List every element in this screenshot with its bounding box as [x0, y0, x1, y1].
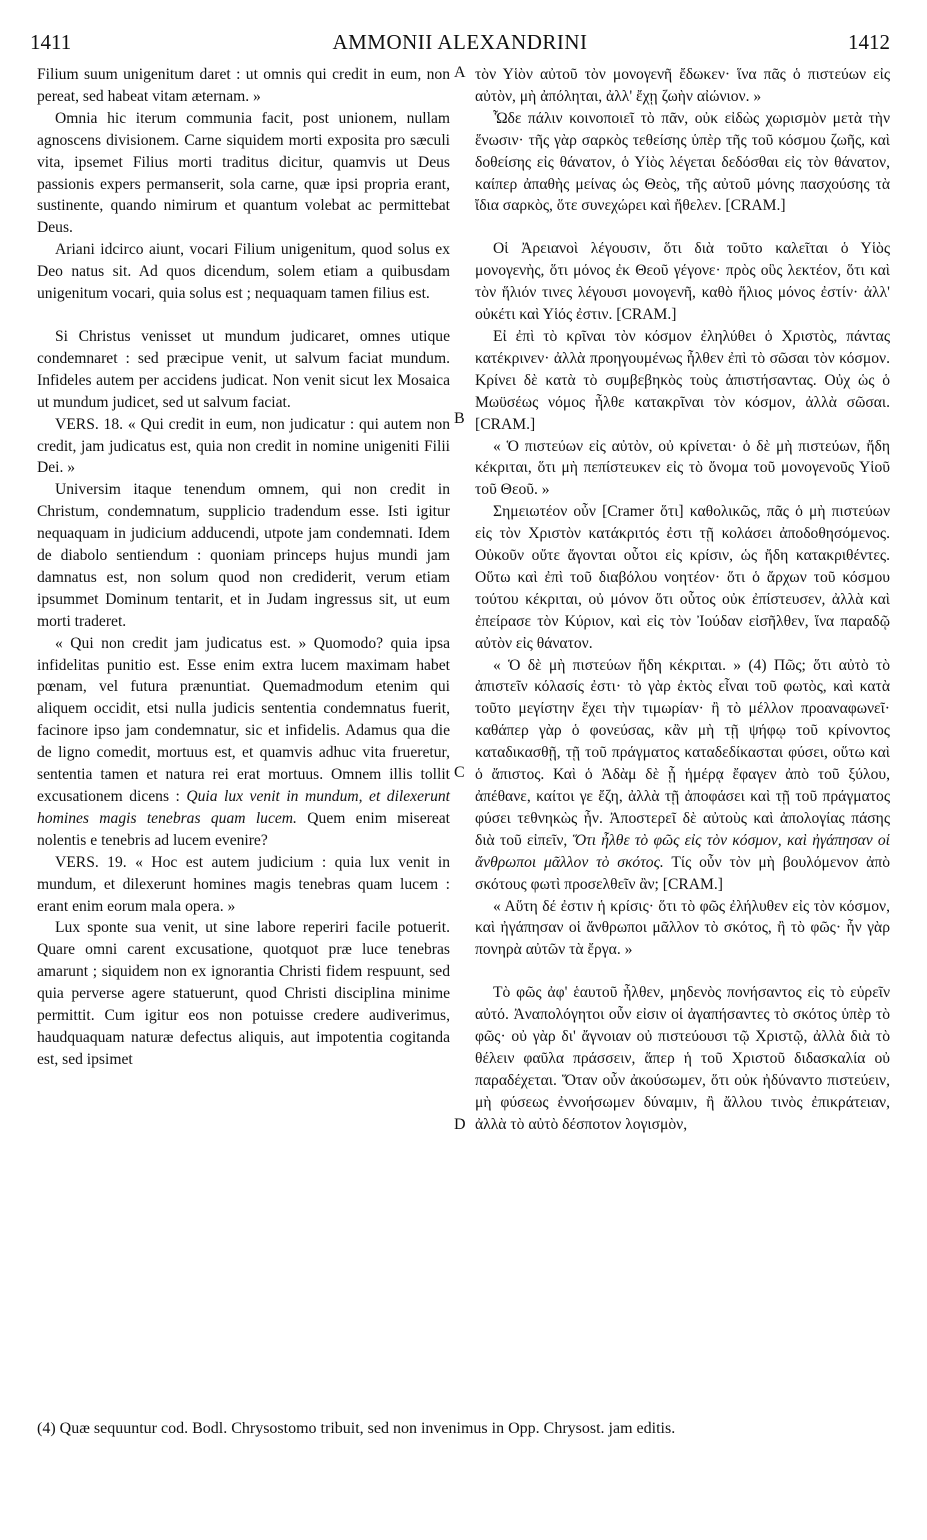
greek-verse-19: « Αὕτη δέ ἐστιν ἡ κρίσις· ὅτι τὸ φῶς ἐλήλυθεν εἰς τὸν κόσμον, καὶ ἠγάπησαν οἱ ἄνθρωποι μᾶλλον τὸ σκότος, ἢ τὸ φῶς· ἦν γὰρ πονηρὰ αὐτῶν τὰ ἔργα. » [475, 897, 890, 959]
latin-text-7b: Quem enim misereat nolentis e tenebris ad lucem evenire? [37, 809, 450, 849]
greek-text-7a: « Ὁ δὲ μὴ πιστεύων ἤδη κέκριται. » (4) Πῶς; ὅτι αὐτὸ τὸ ἀπιστεῖν κόλασίς ἐστι· τὸ γὰρ ἐκτὸς εἶναι τοῦ φωτὸς, καὶ κατὰ τοῦτο μεγίστην ἔχει τὴν τιμωρίαν· ἢ τὸ μέλλον προαναφωνεῖ· καθάπερ γὰρ ὁ φονεύσας, κἂν μὴ τῇ ψήφῳ τοῦ κρίνοντος καταδικασθῇ, τῇ τοῦ πράγματος καταδεδίκασται φύσει, οὕτω καὶ ὁ ἄπιστος. Καὶ ὁ Ἀδὰμ δὲ ᾗ ἡμέρᾳ ἔφαγεν ἀπὸ τοῦ ξύλου, ἀπέθανε, καίτοι γε ἔζη, ἀλλὰ τῇ ἀποφάσει καὶ τῇ τοῦ πράγματος φύσει τεθνηκὼς ἦν. Ἀποστερεῖ δὲ αὐτοὺς καὶ ἀπολογίας πάσης διὰ τοῦ εἰπεῖν, [475, 656, 890, 849]
latin-paragraph-6: Universim itaque tenendum omnem, qui non credit in Christum, condemnatum, supplicio tradendum esse. Isti igitur nequaquam in judicium adducendi, utpote jam condemnati. Idem de diabolo sentiendum : quoniam princeps hujus mundi jam damnatus est, non solum quod non crediderit, verum etiam ipsummet Dominum tentarit, et in Judam ingressus sit, ut eum morti traderet. [37, 481, 450, 630]
latin-paragraph-4: Si Christus venisset ut mundum judicaret, omnes utique condemnaret : sed præcipue venit, ut salvum faciat mundum. Infideles autem per accidens judicat. Non venit sicut lex Mosaica ut mundum judicet, sed ut salvum faciat. [37, 327, 450, 411]
latin-text-7a: « Qui non credit jam judicatus est. » Quomodo? quia ipsa infidelitas punitio est. Esse enim extra lucem maximam habet pœnam, vel futura prænuntiat. Quemadmodum etenim qui aliquem occidit, etsi nulla judicis sententia condemnatus fuerit, facinore ipso jam condemnatur, sic et infidelis. Adamus qua die de ligno comedit, mortuus est, et quamvis adhuc vita frueretur, sententia tamen et natura rei erat mortuus. Omnem illis tollit excusationem dicens : [37, 634, 450, 805]
greek-paragraph-1: τὸν Υἱὸν αὐτοῦ τὸν μονογενῆ ἔδωκεν· ἵνα πᾶς ὁ πιστεύων εἰς αὐτὸν, μὴ ἀπόληται, ἀλλ' ἔχῃ ζωὴν αἰώνιον. » [475, 66, 890, 105]
latin-paragraph-1: Filium suum unigenitum daret : ut omnis qui credit in eum, non pereat, sed habeat vitam æternam. » [37, 66, 450, 105]
greek-paragraph-3: Οἱ Ἀρειανοὶ λέγουσιν, ὅτι διὰ τοῦτο καλεῖται ὁ Υἱὸς μονογενὴς, ὅτι μόνος ἐκ Θεοῦ γέγονε· πρὸς οὓς λεκτέον, ὅτι καὶ τὸν ἥλιόν τινες λέγουσι μονογενῆ, καθὸ ἥλιος μόνος ἐστίν· ἀλλ' οὐκέτι καὶ Υἱός ἐστιν. [CRAM.] [475, 240, 890, 324]
greek-paragraph-6: Σημειωτέον οὖν [Cramer ὅτι] καθολικῶς, πᾶς ὁ μὴ πιστεύων εἰς τὸν Χριστὸν κατάκριτός ἐστι τῇ κολάσει ἀποδοθησόμενος. Οὐκοῦν οὔτε ἄγονται οὗτοι εἰς κρίσιν, ὡς ἤδη κατακριθέντες. Οὕτω καὶ ἐπὶ τοῦ διαβόλου νοητέον· ὅτι ὁ ἄρχων τοῦ κόσμου τούτου κέκριται, οὐ μόνον ὅτι οὗτος οὐκ ἐπίστευσεν, ἀλλὰ καὶ ἐπείρασε τὸν Κύριον, καὶ εἰς τὸν Ἰούδαν εἰσῆλθεν, ἵνα παραδῷ αὐτὸν εἰς θάνατον. [475, 503, 890, 652]
greek-paragraph-10: Τὸ φῶς ἀφ' ἑαυτοῦ ἦλθεν, μηδενὸς πονήσαντος εἰς τὸ εὑρεῖν αὐτό. Ἀναπολόγητοι οὖν εἰσιν οἱ ἀγαπήσαντες τὸ σκότος ὑπὲρ τὸ φῶς· οὐ γὰρ δι' ἄγνοιαν οὐ πιστεύουσι τῷ Χριστῷ, ἀλλὰ διὰ τὸ θέλειν φαῦλα πράσσειν, ἅπερ ἡ τοῦ Χριστοῦ διδασκαλία οὐ παραδέχεται. Ὅταν οὖν ἀκούσωμεν, ὅτι οὐκ ἠδύναντο πιστεύειν, μὴ φύσεως ἐννοήσωμεν δύναμιν, ἢ ἄλλου τινὸς ἐπικράτειαν, ἀλλὰ τὸ αὐτὸ δέσποτον λογισμὸν, [475, 984, 890, 1133]
margin-mark-a: A [454, 64, 466, 81]
latin-verse-18: VERS. 18. « Qui credit in eum, non judicatur : qui autem non credit, jam judicatus est, quia non credit in nomine unigeniti Filii Dei. » [37, 415, 450, 477]
greek-paragraph-2: Ὧδε πάλιν κοινοποιεῖ τὸ πᾶν, οὐκ εἰδὼς χωρισμὸν μετὰ τὴν ἕνωσιν· τῆς γὰρ σαρκὸς τεθείσης ὑπὲρ τῆς τοῦ κόσμου ζωῆς, καὶ δοθείσης εἰς θάνατον, ὁ Υἱὸς λέγεται δεδόσθαι εἰς τὸν θάνατον, καίπερ ἀπαθὴς μείνας ὡς Θεὸς, τῆς αὐτοῦ μόνης πασχούσης τὰ ἴδια σαρκὸς, ὅτε συνεχώρει καὶ ἤθελεν. [CRAM.] [475, 109, 890, 215]
latin-column [37, 64, 450, 1071]
margin-marks [450, 0, 475, 1540]
latin-paragraph-2: Omnia hic iterum communia facit, post unionem, nullam agnoscens divisionem. Carne siquidem morti exposita pro sæculi vita, ipsemet Filius morti traditus dicitur, quamvis ut Deus passionis expers permanserit, sola carne, quæ ipsi propria erant, sustinente, quando nimirum et quantum volebat ac permittebat Deus. [37, 109, 450, 237]
margin-mark-d: D [454, 1116, 466, 1133]
margin-mark-c: C [454, 764, 465, 781]
greek-text-7b: Τίς οὖν τὸν μὴ βουλόμενον ἀπὸ σκότους φωτὶ προσελθεῖν ἂν; [CRAM.] [475, 853, 891, 893]
footnote: (4) Quæ sequuntur cod. Bodl. Chrysostomo tribuit, sed non invenimus in Opp. Chrysost. jam editis. [37, 1420, 676, 1437]
running-title: AMMONII ALEXANDRINI [332, 30, 588, 54]
greek-paragraph-4: Εἰ ἐπὶ τὸ κρῖναι τὸν κόσμον ἐληλύθει ὁ Χριστὸς, πάντας κατέκρινεν· ἀλλὰ προηγουμένως ἦλθεν ἐπὶ τὸ σῶσαι τὸν κόσμον. Κρίνει δὲ κατὰ τὸ συμβεβηκὸς τοὺς ἀπιστήσαντας. Οὐχ ὡς ὁ Μωϋσέως νόμος ἦλθε κατακρῖναι τὸν κόσμον, ἀλλὰ σῶσαι. [CRAM.] [475, 327, 890, 433]
margin-mark-b: B [454, 410, 465, 427]
greek-column [475, 64, 890, 1136]
greek-quote-7: Ὅτι ἦλθε τὸ φῶς εἰς τὸν κόσμον, καὶ ἠγάπησαν οἱ ἄνθρωποι μᾶλλον τὸ σκότος. [475, 831, 890, 871]
latin-paragraph-10: Lux sponte sua venit, ut sine labore reperiri facile potuerit. Quare omni carent excusatione, quotquot præ luce tenebras amarunt ; siquidem non ex ignorantia Christi fidem respuunt, sed quia perverse agere statuerunt, quod Christi disciplina minime permittit. Cum igitur eos non potuisse credere audiverimus, haudquaquam naturæ defectus aliquis, aut impotentia cogitanda est, sed ipsimet [37, 919, 450, 1068]
latin-paragraph-7 [37, 633, 450, 852]
greek-verse-18: « Ὁ πιστεύων εἰς αὐτὸν, οὐ κρίνεται· ὁ δὲ μὴ πιστεύων, ἤδη κέκριται, ὅτι μὴ πεπίστευκεν εἰς τὸ ὄνομα τοῦ μονογενοῦς Υἱοῦ τοῦ Θεοῦ. » [475, 437, 890, 499]
page-number-left: 1411 [30, 30, 72, 54]
latin-paragraph-3: Ariani idcirco aiunt, vocari Filium unigenitum, quod solus ex Deo natus sit. Ad quos dicendum, solem etiam a quibusdam unigenitum vocari, quia solus est ; nequaquam tamen filius est. [37, 241, 450, 303]
greek-paragraph-7 [475, 655, 890, 896]
page-number-right: 1412 [848, 30, 890, 54]
latin-verse-19: VERS. 19. « Hoc est autem judicium : quia lux venit in mundum, et dilexerunt homines magis tenebras quam lucem : erant enim eorum mala opera. » [37, 853, 450, 915]
latin-quote-7: Quia lux venit in mundum, et dilexerunt homines magis tenebras quam lucem. [37, 788, 450, 827]
